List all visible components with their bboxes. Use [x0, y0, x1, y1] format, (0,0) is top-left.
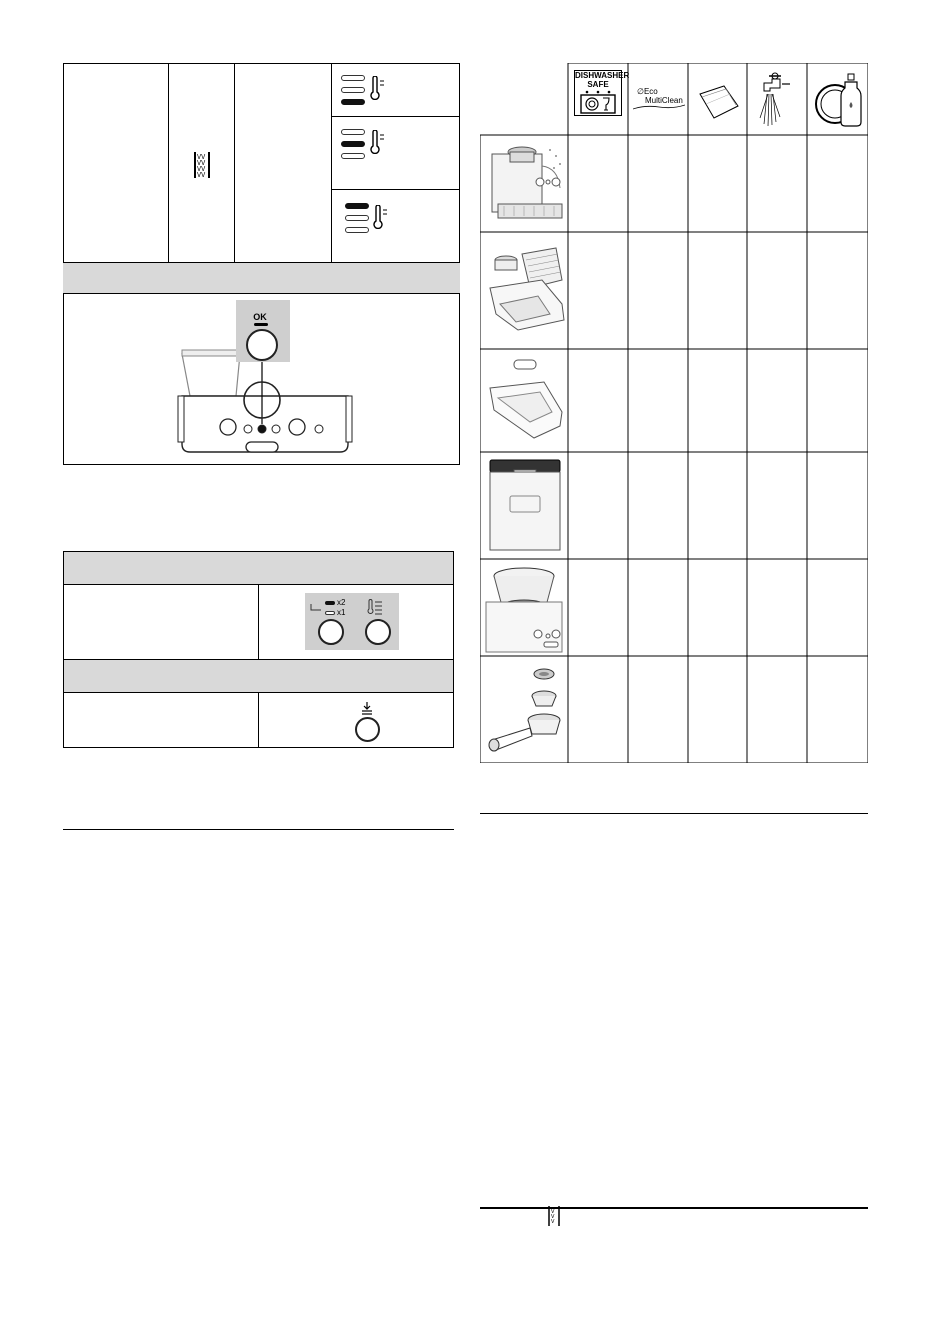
svg-text:ᐯ: ᐯ — [551, 1214, 555, 1220]
table-divider — [258, 585, 259, 659]
svg-text:ᐯᐯ: ᐯᐯ — [197, 172, 206, 179]
cup-icon — [310, 600, 324, 612]
dishwasher-safe-icon — [574, 70, 630, 116]
double-shot-indicator — [325, 601, 335, 605]
thermometer-icon — [372, 205, 388, 229]
tap-water-icon — [758, 70, 792, 128]
water-tank-illustration — [486, 456, 564, 552]
single-shot-indicator — [325, 611, 335, 615]
thermometer-icon — [369, 130, 385, 154]
single-shot-label: x1 — [337, 608, 346, 617]
svg-text:ᐯᐯ: ᐯᐯ — [197, 154, 206, 161]
section-rule — [63, 829, 454, 830]
table-divider — [331, 63, 332, 262]
bean-hopper-illustration — [484, 562, 566, 654]
cloth-icon — [696, 84, 740, 120]
grounds-drawer-icon — [548, 1205, 560, 1227]
svg-text:ᐯ: ᐯ — [551, 1219, 555, 1225]
ok-underline — [254, 323, 268, 326]
machine-body-illustration — [484, 138, 566, 228]
svg-text:ᐯᐯ: ᐯᐯ — [197, 166, 206, 173]
ok-button[interactable] — [246, 329, 278, 361]
svg-text:ᐯ: ᐯ — [551, 1209, 555, 1215]
temperature-levels-icon — [366, 599, 384, 617]
dishwasher-safe-line2: SAFE — [587, 80, 609, 89]
table-divider — [331, 189, 460, 190]
section-band — [63, 551, 454, 585]
drip-tray-grid-illustration — [486, 244, 566, 338]
ok-label: OK — [253, 312, 267, 322]
thermometer-icon — [369, 76, 385, 100]
shot-size-button[interactable] — [318, 619, 344, 645]
table-divider — [331, 116, 460, 117]
section-band — [63, 262, 460, 294]
drip-tray-base-illustration — [484, 352, 566, 442]
eco-label: Eco — [643, 87, 658, 96]
section-band — [63, 659, 454, 693]
double-shot-label: x2 — [337, 598, 346, 607]
section-rule — [480, 1207, 868, 1209]
steam-icon — [359, 701, 375, 715]
table-divider — [258, 693, 259, 748]
section-rule — [480, 813, 868, 814]
table-divider — [168, 63, 169, 262]
multiclean-label: MultiClean — [645, 96, 683, 105]
eco-multiclean-icon: ∅Eco MultiClean — [633, 87, 685, 113]
dish-soap-icon — [815, 72, 863, 128]
dishwasher-safe-line1: DISHWASHER — [575, 71, 630, 80]
svg-text:ᐯᐯ: ᐯᐯ — [197, 160, 206, 167]
temperature-button[interactable] — [365, 619, 391, 645]
grounds-drawer-icon — [193, 151, 211, 179]
steam-button[interactable] — [355, 717, 380, 742]
table-divider — [234, 63, 235, 262]
portafilter-illustration — [486, 662, 566, 758]
